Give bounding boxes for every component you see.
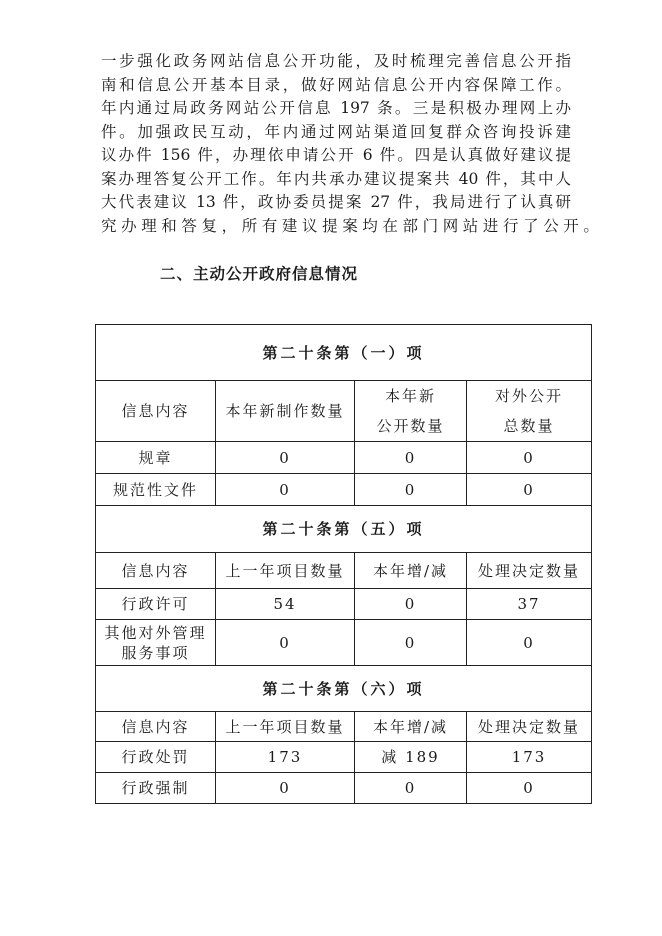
cell: 0 xyxy=(216,773,355,804)
header-line: 本年新 xyxy=(384,387,436,405)
table-header-row xyxy=(96,553,592,589)
header-line: 公开数量 xyxy=(376,417,445,435)
cell: 行政许可 xyxy=(96,589,216,620)
section-title: 第二十条第（一）项 xyxy=(96,325,592,381)
cell: 54 xyxy=(216,589,355,620)
cell: 0 xyxy=(467,773,592,804)
paragraph-line: 年内通过局政务网站公开信息 197 条。三是积极办理网上办 xyxy=(101,99,571,117)
cell: 0 xyxy=(355,589,467,620)
cell-line: 服务事项 xyxy=(121,643,190,662)
header-cell: 信息内容 xyxy=(96,553,216,589)
header-cell: 本年增/减 xyxy=(355,553,467,589)
cell: 0 xyxy=(355,442,467,474)
info-disclosure-table xyxy=(95,324,592,804)
cell: 0 xyxy=(355,620,467,666)
table-row xyxy=(96,589,592,620)
cell: 0 xyxy=(216,474,355,506)
cell: 0 xyxy=(216,442,355,474)
header-cell: 信息内容 xyxy=(96,712,216,742)
paragraph-line: 究办理和答复，所有建议提案均在部门网站进行了公开。 xyxy=(101,216,604,235)
table-row xyxy=(96,620,592,666)
table-row xyxy=(96,474,592,506)
table-row xyxy=(96,773,592,804)
header-cell: 信息内容 xyxy=(96,381,216,442)
cell: 行政处罚 xyxy=(96,742,216,773)
cell: 规章 xyxy=(96,442,216,474)
cell: 173 xyxy=(216,742,355,773)
table-header-row xyxy=(96,381,592,442)
cell: 0 xyxy=(355,474,467,506)
cell: 行政强制 xyxy=(96,773,216,804)
cell: 规范性文件 xyxy=(96,474,216,506)
header-cell: 处理决定数量 xyxy=(467,712,592,742)
paragraph-line: 南和信息公开基本目录，做好网站信息公开内容保障工作。 xyxy=(101,75,571,94)
header-cell: 上一年项目数量 xyxy=(216,553,355,589)
cell: 0 xyxy=(216,620,355,666)
cell xyxy=(96,620,216,666)
header-line: 对外公开 xyxy=(495,387,564,405)
paragraph-line: 案办理答复公开工作。年内共承办建议提案共 40 件，其中人 xyxy=(101,169,571,188)
header-cell xyxy=(355,381,467,442)
cell: 173 xyxy=(467,742,592,773)
header-cell xyxy=(467,381,592,442)
section-heading: 二、主动公开政府信息情况 xyxy=(160,265,359,283)
header-line: 总数量 xyxy=(503,417,555,435)
cell-line: 其他对外管理 xyxy=(104,623,207,642)
paragraph-line: 件。加强政民互动，年内通过网站渠道回复群众咨询投诉建 xyxy=(101,122,571,141)
cell: 0 xyxy=(467,474,592,506)
section-title: 第二十条第（六）项 xyxy=(96,666,592,712)
paragraph-line: 议办件 156 件，办理依申请公开 6 件。四是认真做好建议提 xyxy=(101,146,571,164)
cell: 37 xyxy=(467,589,592,620)
table-row xyxy=(96,442,592,474)
cell: 0 xyxy=(467,620,592,666)
table-header-row xyxy=(96,712,592,742)
header-cell: 本年新制作数量 xyxy=(216,381,355,442)
body-paragraph xyxy=(101,50,604,238)
section-title: 第二十条第（五）项 xyxy=(96,506,592,553)
header-cell: 本年增/减 xyxy=(355,712,467,742)
paragraph-line: 大代表建议 13 件，政协委员提案 27 件，我局进行了认真研 xyxy=(101,193,571,211)
header-cell: 处理决定数量 xyxy=(467,553,592,589)
header-cell: 上一年项目数量 xyxy=(216,712,355,742)
table-row xyxy=(96,742,592,773)
cell: 减 189 xyxy=(355,742,467,773)
cell: 0 xyxy=(355,773,467,804)
cell: 0 xyxy=(467,442,592,474)
paragraph-line: 一步强化政务网站信息公开功能，及时梳理完善信息公开指 xyxy=(101,52,571,70)
